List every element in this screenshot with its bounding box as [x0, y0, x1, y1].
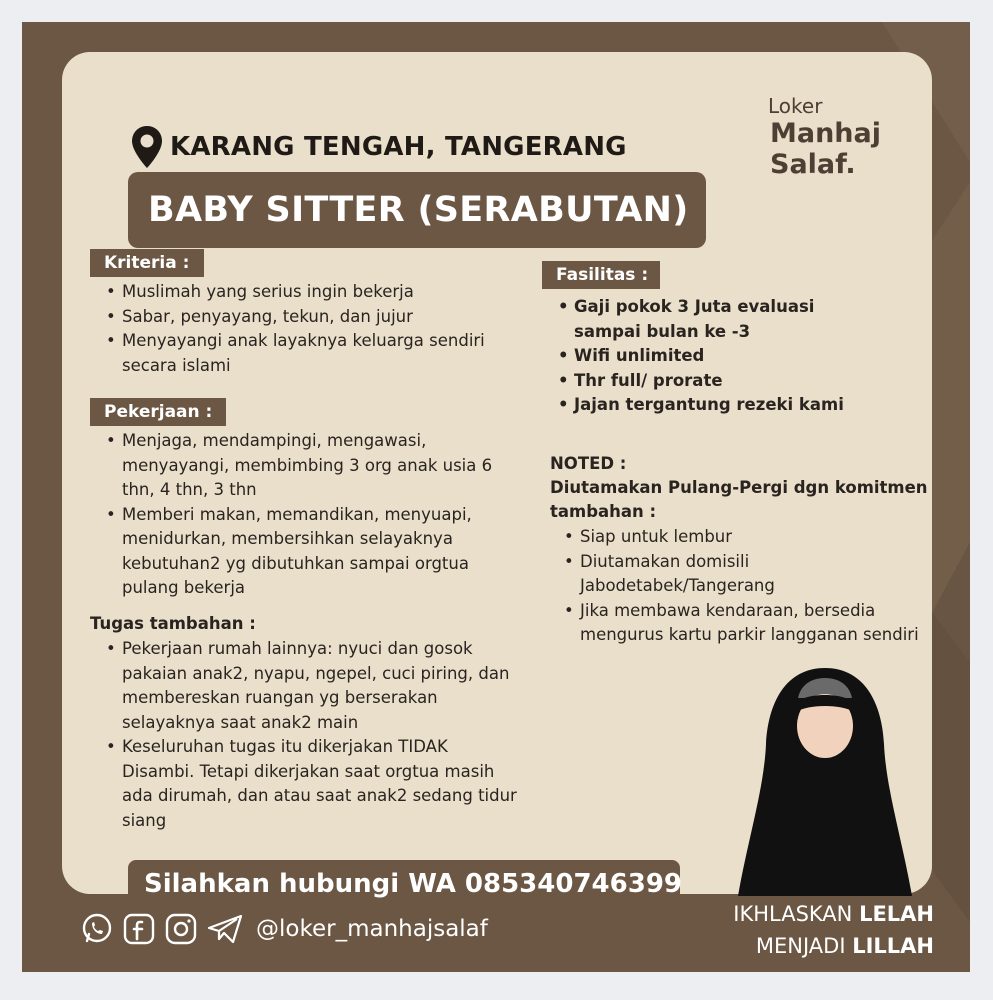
list-item: • Menjaga, mendampingi, mengawasi, menyayangi, membimbing 3 org anak usia 6 thn, 4 thn, 3 thn	[102, 429, 502, 503]
kriteria-label: Kriteria :	[90, 249, 204, 277]
list-item: • Thr full/ prorate	[554, 369, 884, 394]
list-item: • Keseluruhan tugas itu dikerjakan TIDAK Disambi. Tetapi dikerjakan saat orgtua masih ada dirumah, dan atau saat anak2 sedang tidur siang	[102, 735, 522, 833]
facebook-icon[interactable]	[122, 912, 156, 946]
motto-line-2	[756, 934, 934, 958]
list-item: • Menyayangi anak layaknya keluarga sendiri secara islami	[102, 329, 502, 378]
hijab-woman-illustration	[730, 664, 920, 896]
instagram-icon[interactable]	[164, 912, 198, 946]
noted-list	[560, 525, 930, 648]
list-item: • Memberi makan, memandikan, menyuapi, menidurkan, membersihkan selayaknya kebutuhan2 yg dibutuhkan sampai orgtua pulang bekerja	[102, 503, 502, 601]
tugas-tambahan-list	[102, 637, 522, 833]
poster	[22, 22, 970, 972]
pekerjaan-list	[102, 429, 502, 601]
fasilitas-list	[554, 295, 884, 418]
contact-text: Silahkan hubungi WA 085340746399	[144, 869, 683, 899]
job-title-banner	[128, 172, 706, 248]
list-item: • Sabar, penyayang, tekun, dan jujur	[102, 305, 502, 330]
list-item: • Gaji pokok 3 Juta evaluasi sampai bulan ke -3	[554, 295, 884, 344]
noted-label: NOTED :	[550, 454, 627, 473]
list-item: • Siap untuk lembur	[560, 525, 930, 550]
content-card	[62, 52, 932, 899]
social-row	[80, 912, 488, 946]
motto-line-1	[733, 902, 934, 926]
motto-regular: IKHLASKAN	[733, 902, 853, 926]
telegram-icon[interactable]	[206, 912, 244, 946]
list-item: • Jika membawa kendaraan, bersedia mengurus kartu parkir langganan sendiri	[560, 599, 930, 648]
map-pin-icon	[130, 124, 164, 170]
motto-bold: LELAH	[859, 902, 934, 926]
location	[130, 124, 627, 170]
location-text: KARANG TENGAH, TANGERANG	[170, 132, 627, 162]
pekerjaan-label: Pekerjaan :	[90, 398, 226, 426]
list-item: • Diutamakan domisili Jabodetabek/Tangerang	[560, 550, 930, 599]
motto-bold: LILLAH	[852, 934, 934, 958]
social-handle: @loker_manhajsalaf	[256, 916, 488, 942]
contact-banner	[128, 860, 683, 908]
whatsapp-icon[interactable]	[80, 912, 114, 946]
tugas-tambahan-label: Tugas tambahan :	[90, 614, 256, 633]
brand-name: Manhaj Salaf.	[770, 118, 882, 180]
motto-regular: MENJADI	[755, 934, 846, 958]
list-item: • Wifi unlimited	[554, 344, 884, 369]
list-item: • Jajan tergantung rezeki kami	[554, 393, 884, 418]
list-item: • Pekerjaan rumah lainnya: nyuci dan gosok pakaian anak2, nyapu, ngepel, cuci piring, dan membereskan ruangan yg berserakan selayaknya saat anak2 main	[102, 637, 522, 735]
brand-label: Loker	[768, 94, 823, 118]
noted-heading: Diutamakan Pulang-Pergi dgn komitmen tambahan :	[550, 478, 928, 521]
kriteria-list	[102, 280, 502, 378]
fasilitas-label: Fasilitas :	[542, 261, 660, 289]
job-title: BABY SITTER (SERABUTAN)	[148, 190, 689, 230]
list-item: • Muslimah yang serius ingin bekerja	[102, 280, 502, 305]
